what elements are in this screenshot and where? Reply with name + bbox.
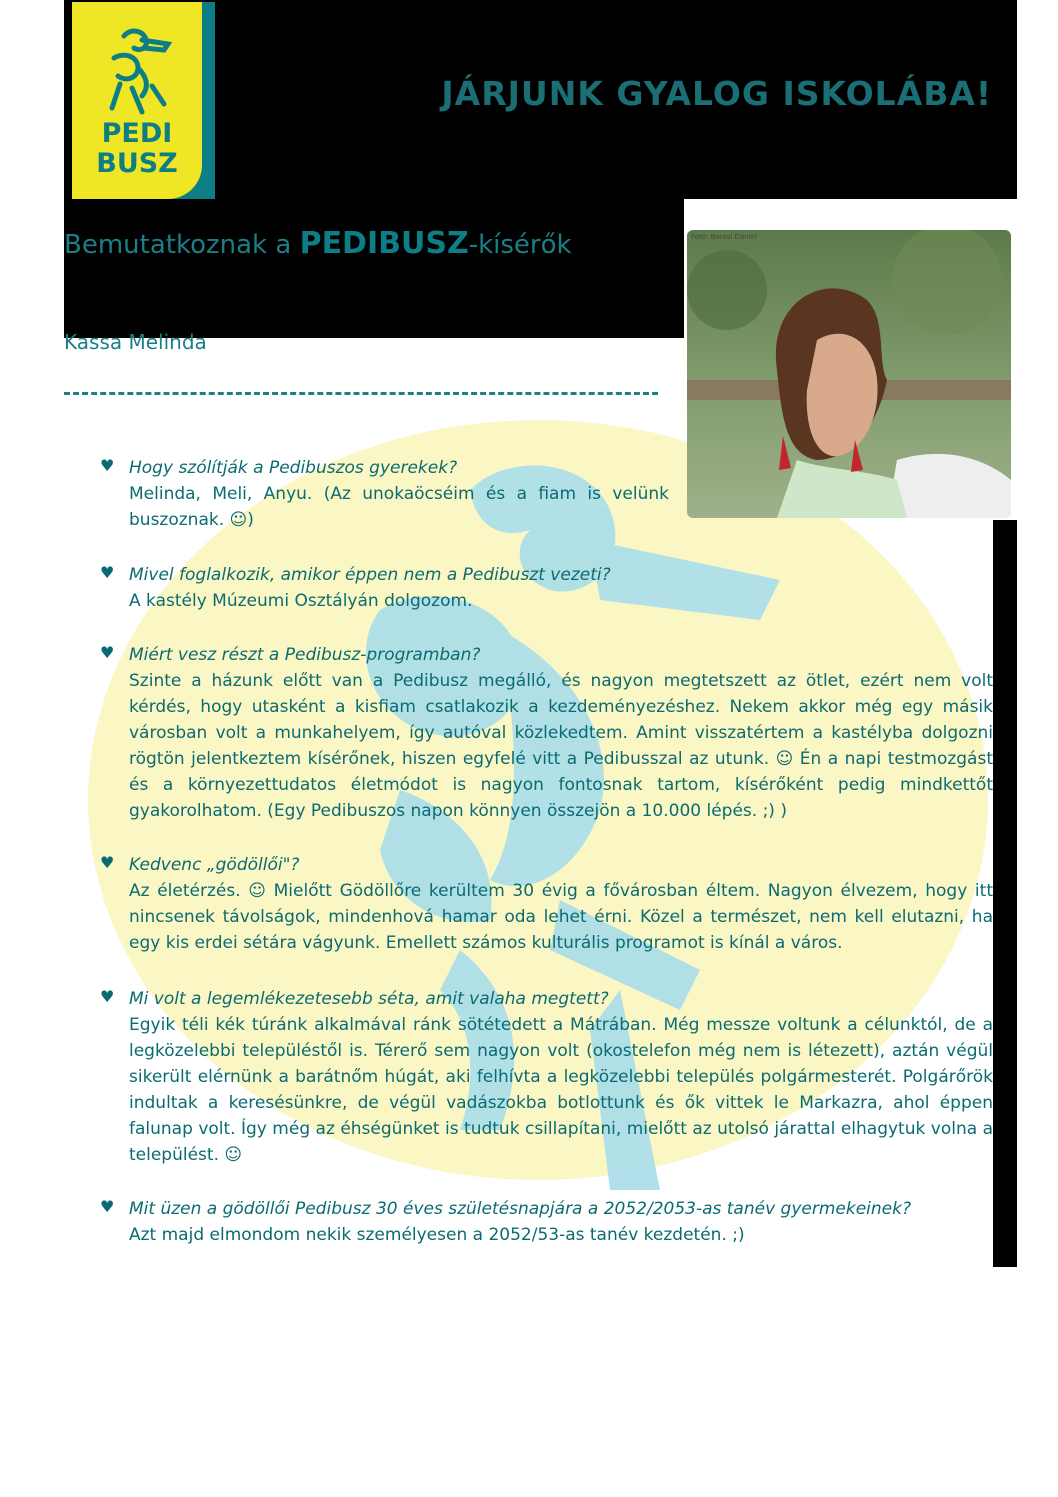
qa-answer: Egyik téli kék túránk alkalmával ránk sötétedett a Mátrában. Még messze voltunk a célunktól, de a legközelebbi településtől is. Térerő sem nagyon volt (okostelefon még nem is létezett), aztán végül sikerült elérnünk a barátnőm húgát, aki felhívta a legközelebbi település polgármesterét. Polgárőrök indultak a keresésünkre, de végül vadászokba botlottunk és ők vittek le Markazra, ahol éppen falunap volt. Így még az éhségünket is tudtuk csillapítani, mielőtt az utolsó járattal elhagytuk volna a települést. ☺ (129, 1015, 993, 1165)
qa-item (100, 986, 993, 1168)
heart-bullet-icon: ♥ (100, 456, 115, 475)
qa-item (100, 455, 993, 533)
heart-bullet-icon: ♥ (100, 563, 115, 582)
qa-question: Miért vesz részt a Pedibusz-programban? (129, 645, 481, 665)
photo-credit: Fotó: Borosi Dániel (691, 233, 757, 241)
qa-answer: Azt majd elmondom nekik személyesen a 2052/53-as tanév kezdetén. ;) (129, 1225, 745, 1245)
dashed-divider (64, 392, 658, 395)
person-name: Kassa Melinda (64, 330, 207, 354)
qa-question: Mit üzen a gödöllői Pedibusz 30 éves születésnapjára a 2052/2053-as tanév gyermekeinek? (129, 1199, 911, 1219)
heart-bullet-icon: ♥ (100, 853, 115, 872)
page-headline: JÁRJUNK GYALOG ISKOLÁBA! (441, 74, 992, 113)
subtitle-suffix: -kísérők (468, 230, 572, 260)
pedibusz-logo (72, 2, 215, 199)
qa-answer: Melinda, Meli, Anyu. (Az unokaöcséim és a fiam is velünk buszoznak. ☺) (129, 484, 669, 530)
qa-question: Kedvenc „gödöllői"? (129, 855, 300, 875)
heart-bullet-icon: ♥ (100, 643, 115, 662)
qa-question: Hogy szólítják a Pedibuszos gyerekek? (129, 458, 458, 478)
qa-answer: Szinte a házunk előtt van a Pedibusz megálló, és nagyon megtetszett az ötlet, ezért nem volt kérdés, hogy utasként a kisfiam csatlakozik a kezdeményezéshez. Nekem akkor még egy másik városban volt a munkahelyem, így autóval közlekedtem. Amint visszatértem a kastélyba dolgozni rögtön jelentkeztem kísérőnek, hiszen egyfelé vitt a Pedibusszal az utunk. ☺ Én a napi testmozgást és a környezettudatos életmódot is nagyon fontosnak tartom, kísérőként pedig mindkettőt gyakorolhatom. (Egy Pedibuszos napon könnyen összejön a 10.000 lépés. ;) ) (129, 671, 993, 821)
logo-text-line1: PEDI (101, 118, 173, 149)
qa-item (100, 1196, 993, 1248)
qa-item (100, 852, 993, 956)
logo-text-line2: BUSZ (96, 148, 178, 179)
qa-question: Mivel foglalkozik, amikor éppen nem a Pedibuszt vezeti? (129, 565, 611, 585)
subtitle-brand: PEDIBUSZ (299, 226, 469, 261)
subtitle-prefix: Bemutatkoznak a (64, 230, 300, 260)
right-edge-band (993, 520, 1017, 1267)
qa-answer: A kastély Múzeumi Osztályán dolgozom. (129, 591, 473, 611)
logo-background (72, 2, 202, 199)
heart-bullet-icon: ♥ (100, 987, 115, 1006)
qa-item (100, 562, 993, 614)
page-subtitle (64, 226, 572, 261)
heart-bullet-icon: ♥ (100, 1197, 115, 1216)
pelican-icon (102, 24, 174, 116)
subtitle-band (64, 199, 684, 338)
qa-question: Mi volt a legemlékezetesebb séta, amit valaha megtett? (129, 989, 609, 1009)
qa-answer: Az életérzés. ☺ Mielőtt Gödöllőre kerültem 30 évig a fővárosban éltem. Nagyon élvezem, hogy itt nincsenek távolságok, mindenhová hamar oda lehet érni. Közel a természet, nem kell elutazni, ha egy kis erdei sétára vágyunk. Emellett számos kulturális programot is kínál a város. (129, 881, 993, 953)
qa-item (100, 642, 993, 824)
